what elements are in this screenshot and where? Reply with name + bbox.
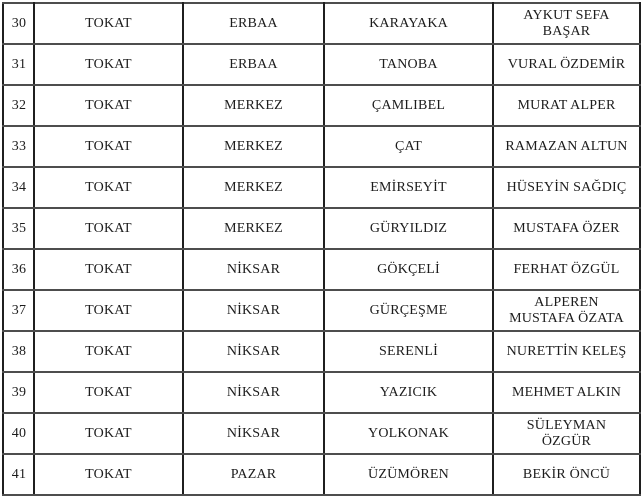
province-cell: TOKAT — [34, 3, 183, 44]
row-number-cell: 30 — [3, 3, 34, 44]
province-cell: TOKAT — [34, 208, 183, 249]
person-name-cell: SÜLEYMAN ÖZGÜR — [493, 413, 640, 454]
province-cell: TOKAT — [34, 454, 183, 495]
province-cell: TOKAT — [34, 372, 183, 413]
tokat-list-table — [2, 2, 641, 496]
row-number-cell: 41 — [3, 454, 34, 495]
district-cell: NİKSAR — [183, 249, 324, 290]
province-cell: TOKAT — [34, 331, 183, 372]
village-cell: ÇAMLIBEL — [324, 85, 493, 126]
village-cell: GÜRÇEŞME — [324, 290, 493, 331]
district-cell: NİKSAR — [183, 372, 324, 413]
province-cell: TOKAT — [34, 167, 183, 208]
table-row — [3, 85, 640, 126]
village-cell: ÇAT — [324, 126, 493, 167]
table-row — [3, 331, 640, 372]
table-row — [3, 249, 640, 290]
village-cell: YAZICIK — [324, 372, 493, 413]
district-cell: ERBAA — [183, 44, 324, 85]
person-name-cell: MURAT ALPER — [493, 85, 640, 126]
district-cell: NİKSAR — [183, 331, 324, 372]
person-name-cell: NURETTİN KELEŞ — [493, 331, 640, 372]
district-cell: MERKEZ — [183, 85, 324, 126]
table-body — [3, 3, 640, 495]
row-number-cell: 35 — [3, 208, 34, 249]
district-cell: MERKEZ — [183, 167, 324, 208]
table-row — [3, 372, 640, 413]
row-number-cell: 33 — [3, 126, 34, 167]
village-cell: GÜRYILDIZ — [324, 208, 493, 249]
row-number-cell: 34 — [3, 167, 34, 208]
person-name-cell: FERHAT ÖZGÜL — [493, 249, 640, 290]
district-cell: PAZAR — [183, 454, 324, 495]
row-number-cell: 36 — [3, 249, 34, 290]
district-cell: NİKSAR — [183, 290, 324, 331]
district-cell: MERKEZ — [183, 126, 324, 167]
row-number-cell: 32 — [3, 85, 34, 126]
person-name-cell: MUSTAFA ÖZER — [493, 208, 640, 249]
person-name-cell: HÜSEYİN SAĞDIÇ — [493, 167, 640, 208]
province-cell: TOKAT — [34, 44, 183, 85]
province-cell: TOKAT — [34, 85, 183, 126]
person-name-cell: AYKUT SEFA BAŞAR — [493, 3, 640, 44]
person-name-cell: RAMAZAN ALTUN — [493, 126, 640, 167]
person-name-cell: VURAL ÖZDEMİR — [493, 44, 640, 85]
province-cell: TOKAT — [34, 413, 183, 454]
person-name-cell: BEKİR ÖNCÜ — [493, 454, 640, 495]
village-cell: YOLKONAK — [324, 413, 493, 454]
district-cell: MERKEZ — [183, 208, 324, 249]
row-number-cell: 38 — [3, 331, 34, 372]
row-number-cell: 39 — [3, 372, 34, 413]
table-row — [3, 3, 640, 44]
province-cell: TOKAT — [34, 249, 183, 290]
table-row — [3, 413, 640, 454]
person-name-cell: MEHMET ALKIN — [493, 372, 640, 413]
village-cell: SERENLİ — [324, 331, 493, 372]
table-row — [3, 454, 640, 495]
village-cell: ÜZÜMÖREN — [324, 454, 493, 495]
province-cell: TOKAT — [34, 290, 183, 331]
table-row — [3, 208, 640, 249]
district-cell: NİKSAR — [183, 413, 324, 454]
table-row — [3, 44, 640, 85]
row-number-cell: 31 — [3, 44, 34, 85]
district-cell: ERBAA — [183, 3, 324, 44]
table-row — [3, 126, 640, 167]
village-cell: GÖKÇELİ — [324, 249, 493, 290]
table-row — [3, 290, 640, 331]
row-number-cell: 37 — [3, 290, 34, 331]
row-number-cell: 40 — [3, 413, 34, 454]
table-row — [3, 167, 640, 208]
person-name-cell: ALPEREN MUSTAFA ÖZATA — [493, 290, 640, 331]
village-cell: TANOBA — [324, 44, 493, 85]
village-cell: KARAYAKA — [324, 3, 493, 44]
village-cell: EMİRSEYİT — [324, 167, 493, 208]
province-cell: TOKAT — [34, 126, 183, 167]
